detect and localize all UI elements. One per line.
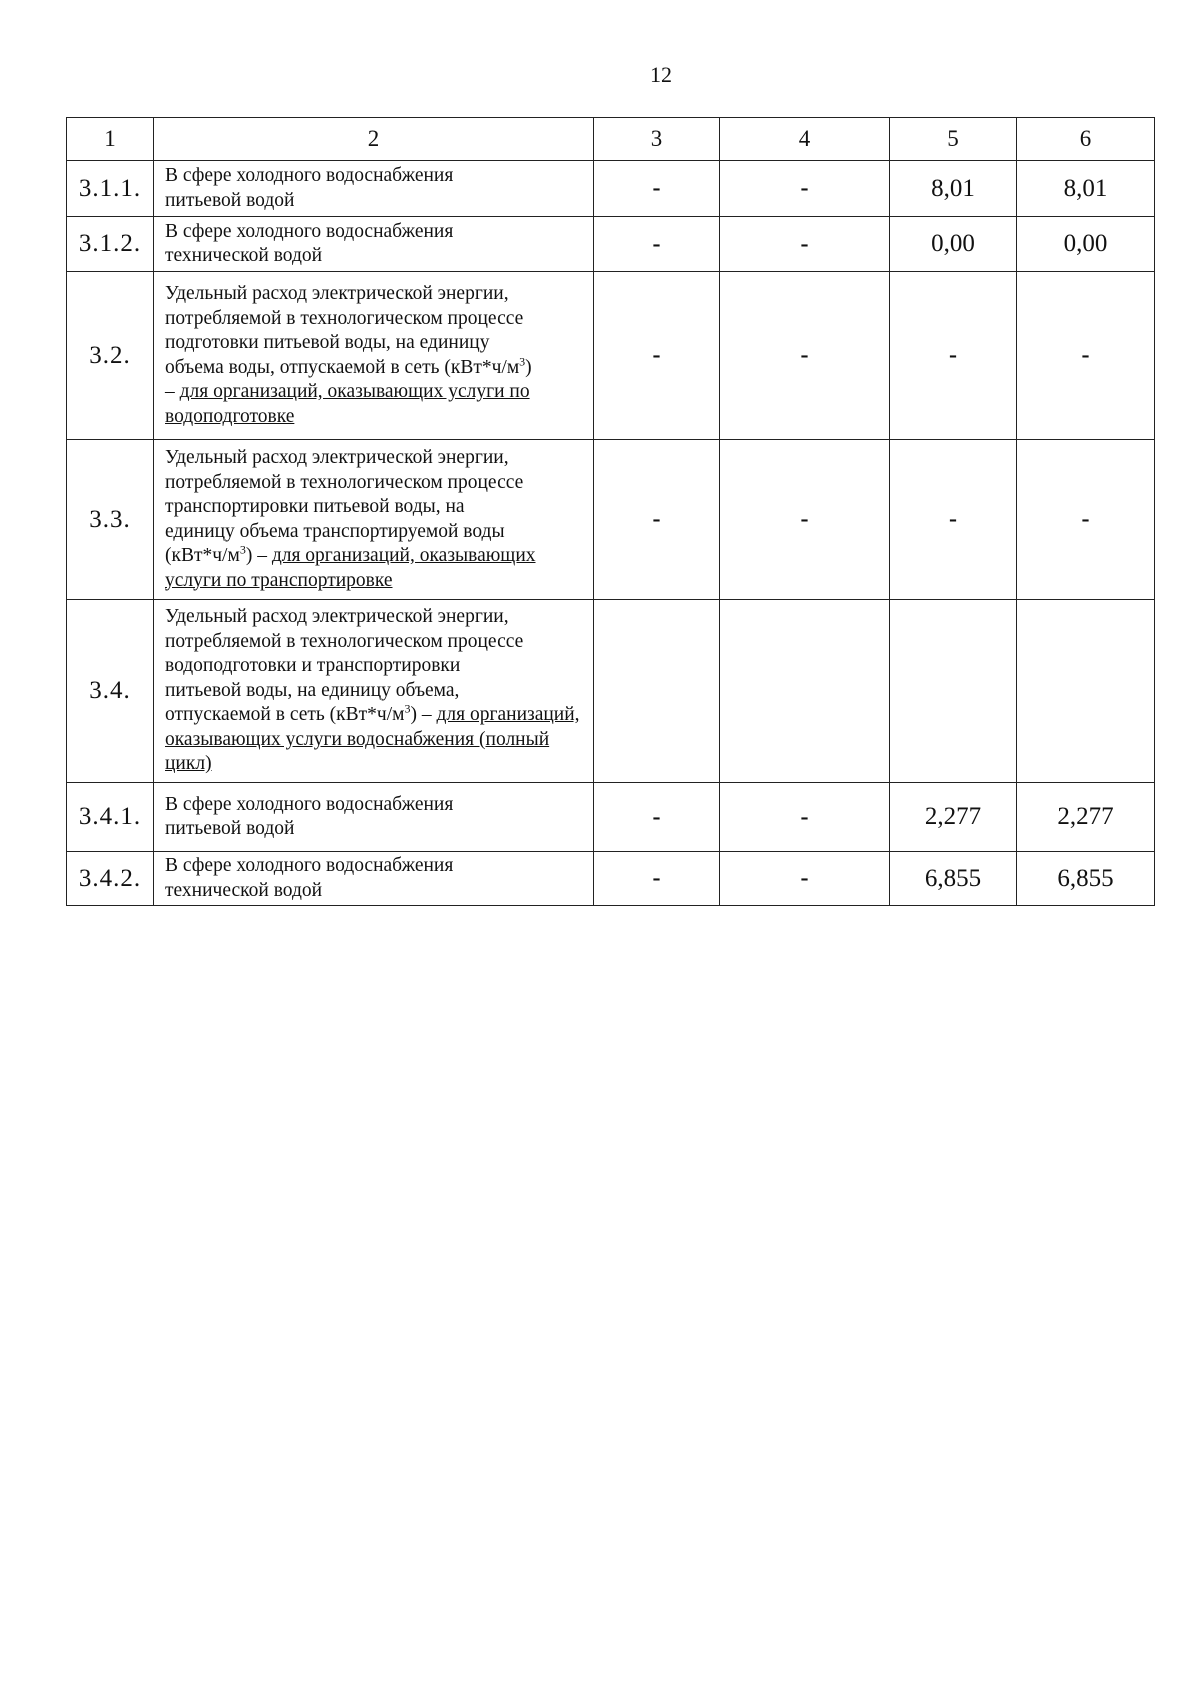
description-line: потребляемой в технологическом процессе xyxy=(165,630,524,652)
table-row xyxy=(67,161,1155,217)
superscript: 3 xyxy=(239,542,246,557)
column-header: 5 xyxy=(890,118,1017,161)
superscript: 3 xyxy=(404,701,411,716)
cell-col4: - xyxy=(720,783,890,852)
cell-col5 xyxy=(890,600,1017,783)
row-description xyxy=(154,161,594,217)
cell-col5: 2,277 xyxy=(890,783,1017,852)
indicator-table xyxy=(66,117,1155,906)
description-line: В сфере холодного водоснабжения xyxy=(165,165,454,186)
table-header-row xyxy=(67,118,1155,161)
page-number: 12 xyxy=(650,62,672,87)
description-line: водоподготовки и транспортировки xyxy=(165,655,461,677)
description-line: ) xyxy=(525,356,532,378)
row-number: 3.3. xyxy=(67,440,154,600)
row-number: 3.4.2. xyxy=(67,852,154,906)
description-line: Удельный расход электрической энергии, xyxy=(165,447,509,468)
cell-col5: - xyxy=(890,440,1017,600)
cell-col4: - xyxy=(720,272,890,440)
cell-col6: 2,277 xyxy=(1017,783,1155,852)
table-row xyxy=(67,272,1155,440)
column-header: 3 xyxy=(594,118,720,161)
description-line: объема воды, отпускаемой в сеть (кВт*ч/м xyxy=(165,356,520,378)
cell-col3: - xyxy=(594,783,720,852)
description-line: Удельный расход электрической энергии, xyxy=(165,606,509,628)
column-header: 2 xyxy=(154,118,594,161)
row-number: 3.2. xyxy=(67,272,154,440)
description-line: В сфере холодного водоснабжения xyxy=(165,220,454,242)
cell-col6: - xyxy=(1017,440,1155,600)
row-description xyxy=(154,783,594,852)
cell-col6: - xyxy=(1017,272,1155,440)
cell-col3: - xyxy=(594,440,720,600)
table-row xyxy=(67,440,1155,600)
row-number: 3.1.2. xyxy=(67,217,154,272)
cell-col3: - xyxy=(594,161,720,217)
description-line: технической водой xyxy=(165,245,323,266)
description-line: транспортировки питьевой воды, на xyxy=(165,496,465,517)
cell-col5: 0,00 xyxy=(890,217,1017,272)
cell-col3: - xyxy=(594,272,720,440)
cell-col3 xyxy=(594,600,720,783)
description-dash: – xyxy=(252,545,272,566)
cell-col4: - xyxy=(720,161,890,217)
description-line: (кВт*ч/м xyxy=(165,545,240,566)
cell-col4: - xyxy=(720,440,890,600)
table-row xyxy=(67,600,1155,783)
description-line: ) xyxy=(410,704,417,726)
row-number: 3.1.1. xyxy=(67,161,154,217)
underlined-scope: для организаций, оказывающих услуги по водоподготовке xyxy=(165,381,530,427)
description-line: единицу объема транспортируемой воды xyxy=(165,520,505,542)
description-line: отпускаемой в сеть (кВт*ч/м xyxy=(165,704,405,726)
cell-col4: - xyxy=(720,217,890,272)
column-header: 1 xyxy=(67,118,154,161)
cell-col6: 8,01 xyxy=(1017,161,1155,217)
row-description xyxy=(154,600,594,783)
row-number: 3.4.1. xyxy=(67,783,154,852)
description-line: питьевой воды, на единицу объема, xyxy=(165,679,460,701)
cell-col3: - xyxy=(594,852,720,906)
description-dash: – xyxy=(165,381,180,402)
cell-col6 xyxy=(1017,600,1155,783)
description-line: технической водой xyxy=(165,879,323,901)
table-row xyxy=(67,852,1155,906)
row-description xyxy=(154,272,594,440)
description-line: Удельный расход электрической энергии, xyxy=(165,283,509,304)
cell-col5: - xyxy=(890,272,1017,440)
column-header: 4 xyxy=(720,118,890,161)
description-line: ) xyxy=(245,545,253,566)
table-row xyxy=(67,783,1155,852)
row-description xyxy=(154,440,594,600)
cell-col5: 6,855 xyxy=(890,852,1017,906)
cell-col3: - xyxy=(594,217,720,272)
description-line: подготовки питьевой воды, на единицу xyxy=(165,332,490,353)
column-header: 6 xyxy=(1017,118,1155,161)
description-line: питьевой водой xyxy=(165,818,295,839)
cell-col5: 8,01 xyxy=(890,161,1017,217)
table-row xyxy=(67,217,1155,272)
row-number: 3.4. xyxy=(67,600,154,783)
cell-col6: 6,855 xyxy=(1017,852,1155,906)
description-line: потребляемой в технологическом процессе xyxy=(165,307,524,329)
description-line: потребляемой в технологическом процессе xyxy=(165,471,524,493)
cell-col4 xyxy=(720,600,890,783)
row-description xyxy=(154,852,594,906)
cell-col4: - xyxy=(720,852,890,906)
cell-col6: 0,00 xyxy=(1017,217,1155,272)
description-line: В сфере холодного водоснабжения xyxy=(165,855,454,876)
description-dash: – xyxy=(416,704,437,726)
underlined-scope: для организаций, оказывающих услуги по транспортировке xyxy=(165,545,536,591)
row-description xyxy=(154,217,594,272)
description-line: В сфере холодного водоснабжения xyxy=(165,793,454,815)
superscript: 3 xyxy=(519,354,526,368)
description-line: питьевой водой xyxy=(165,189,295,211)
underlined-scope: для организаций, оказывающих услуги водоснабжения (полный цикл) xyxy=(165,704,580,775)
